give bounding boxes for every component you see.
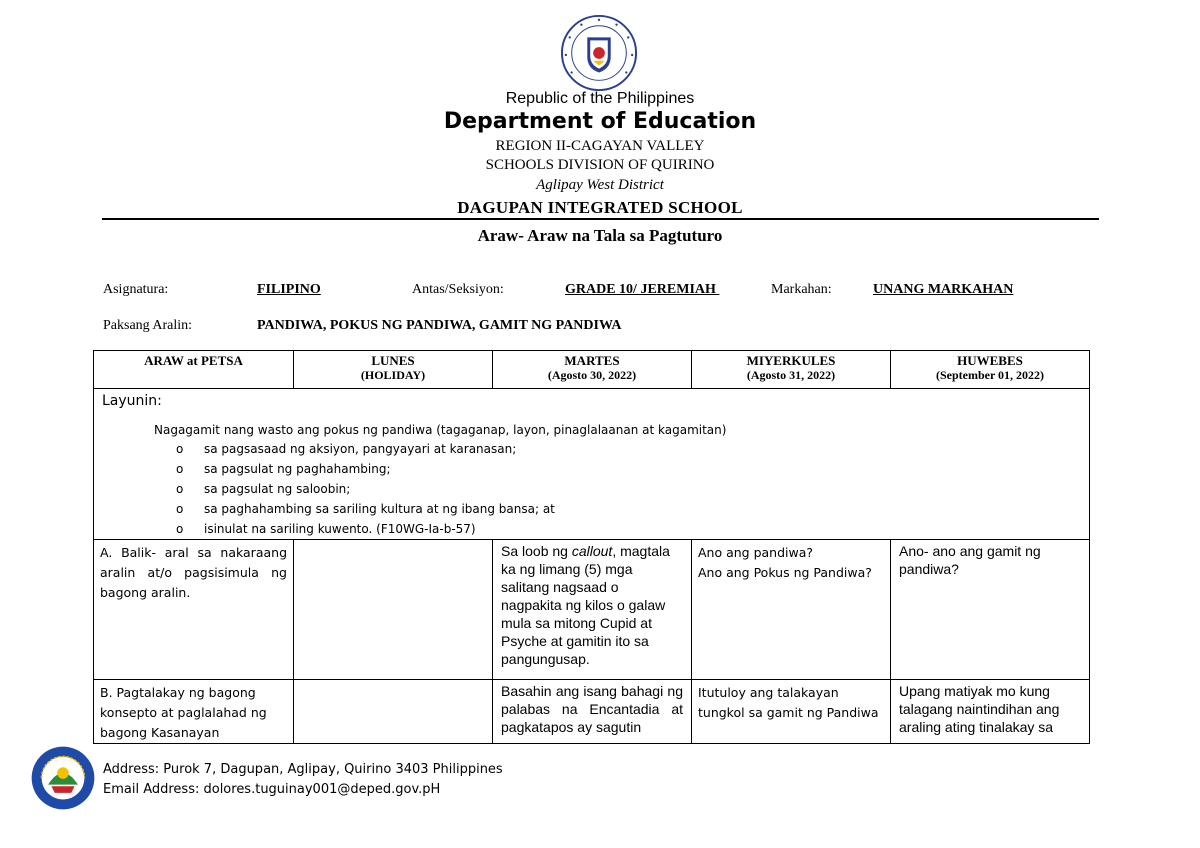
list-item <box>176 439 1089 459</box>
division-line: SCHOOLS DIVISION OF QUIRINO <box>485 157 715 173</box>
header-label: MIYERKULES <box>746 353 836 368</box>
header-label: ARAW at PETSA <box>144 353 243 368</box>
bullet-icon: o <box>176 482 184 496</box>
objectives-cell <box>94 389 1090 540</box>
header-araw <box>94 351 294 389</box>
cell-text: Sa loob ng <box>501 543 572 559</box>
header-date: (HOLIDAY) <box>360 368 426 382</box>
list-item-text: isinulat na sariling kuwento. (F10WG-Ia-b-57) <box>204 522 476 536</box>
list-item <box>176 519 1089 539</box>
header-label: LUNES <box>371 353 415 368</box>
school-logo-icon <box>30 745 96 811</box>
grade-label: Antas/Seksiyon: <box>412 282 504 297</box>
table-row <box>94 680 1090 744</box>
table-header-row <box>94 351 1090 389</box>
deped-seal-icon <box>560 14 638 92</box>
martes-cell: Basahin ang isang bahagi ng palabas na Encantadia at pagkatapos ay sagutin <box>493 680 692 744</box>
department-title: Department of Education <box>443 109 757 134</box>
lunes-cell <box>294 680 493 744</box>
row-label: A. Balik- aral sa nakaraang aralin at/o pagsisimula ng bagong aralin. <box>94 540 294 680</box>
miyerkules-cell: Itutuloy ang talakayan tungkol sa gamit ng Pandiwa <box>692 680 891 744</box>
lunes-cell <box>294 540 493 680</box>
martes-cell <box>493 540 692 680</box>
list-item <box>176 479 1089 499</box>
list-item <box>176 499 1089 519</box>
header-lunes <box>294 351 493 389</box>
row-label: B. Pagtalakay ng bagong konsepto at paglalahad ng bagong Kasanayan <box>94 680 294 744</box>
footer-address: Address: Purok 7, Dagupan, Aglipay, Quirino 3403 Philippines <box>103 762 503 777</box>
bullet-icon: o <box>176 442 184 456</box>
list-item <box>176 459 1089 479</box>
miyerkules-cell <box>692 540 891 680</box>
list-item-text: sa pagsasaad ng aksiyon, pangyayari at karanasan; <box>204 442 517 456</box>
district-line: Aglipay West District <box>536 177 664 193</box>
header-label: HUWEBES <box>957 353 1023 368</box>
topic-label: Paksang Aralin: <box>103 318 193 333</box>
header-date: (Agosto 31, 2022) <box>746 368 836 382</box>
daily-lesson-log-table <box>93 350 1090 744</box>
school-name: DAGUPAN INTEGRATED SCHOOL <box>457 198 743 217</box>
list-item-text: sa paghahambing sa sariling kultura at ng ibang bansa; at <box>204 502 555 516</box>
objectives-list <box>176 439 1089 539</box>
objectives-row <box>94 389 1090 540</box>
list-item-text: sa pagsulat ng saloobin; <box>204 482 351 496</box>
header-label: MARTES <box>564 353 620 368</box>
republic-line: Republic of the Philippines <box>505 90 695 107</box>
header-divider <box>102 218 1099 220</box>
header-martes <box>493 351 692 389</box>
huwebes-cell: Upang matiyak mo kung talagang naintindihan ang araling ating tinalakay sa <box>891 680 1090 744</box>
huwebes-cell: Ano- ano ang gamit ng pandiwa? <box>891 540 1090 680</box>
quarter-value: UNANG MARKAHAN <box>873 282 1014 297</box>
subject-value: FILIPINO <box>257 282 321 297</box>
cell-text-emphasis: callout <box>571 543 613 559</box>
document-title: Araw- Araw na Tala sa Pagtuturo <box>477 226 723 245</box>
topic-value: PANDIWA, POKUS NG PANDIWA, GAMIT NG PANDIWA <box>257 318 622 333</box>
cell-text: Ano ang Pokus ng Pandiwa? <box>698 565 872 580</box>
bullet-icon: o <box>176 522 184 536</box>
header-date: (September 01, 2022) <box>935 368 1045 382</box>
bullet-icon: o <box>176 462 184 476</box>
list-item-text: sa pagsulat ng paghahambing; <box>204 462 391 476</box>
table-row <box>94 540 1090 680</box>
header-date: (Agosto 30, 2022) <box>547 368 637 382</box>
region-line: REGION II-CAGAYAN VALLEY <box>495 138 705 154</box>
bullet-icon: o <box>176 502 184 516</box>
objectives-title: Layunin: <box>102 393 162 409</box>
quarter-label: Markahan: <box>771 282 832 297</box>
objectives-main: Nagagamit nang wasto ang pokus ng pandiwa (tagaganap, layon, pinaglalaanan at kagamitan) <box>154 423 727 437</box>
footer-email[interactable]: Email Address: dolores.tuguinay001@deped.gov.pH <box>103 782 441 797</box>
header-huwebes <box>891 351 1090 389</box>
cell-text: , magtala ka ng limang (5) mga salitang nagsaad o nagpakita ng kilos o galaw mula sa mitong Cupid at Psyche at gamitin ito sa pangungusap. <box>501 543 670 667</box>
cell-text: Ano ang pandiwa? <box>698 545 814 560</box>
header-miyerkules <box>692 351 891 389</box>
grade-value: GRADE 10/ JEREMIAH <box>565 282 720 297</box>
subject-label: Asignatura: <box>103 282 169 297</box>
